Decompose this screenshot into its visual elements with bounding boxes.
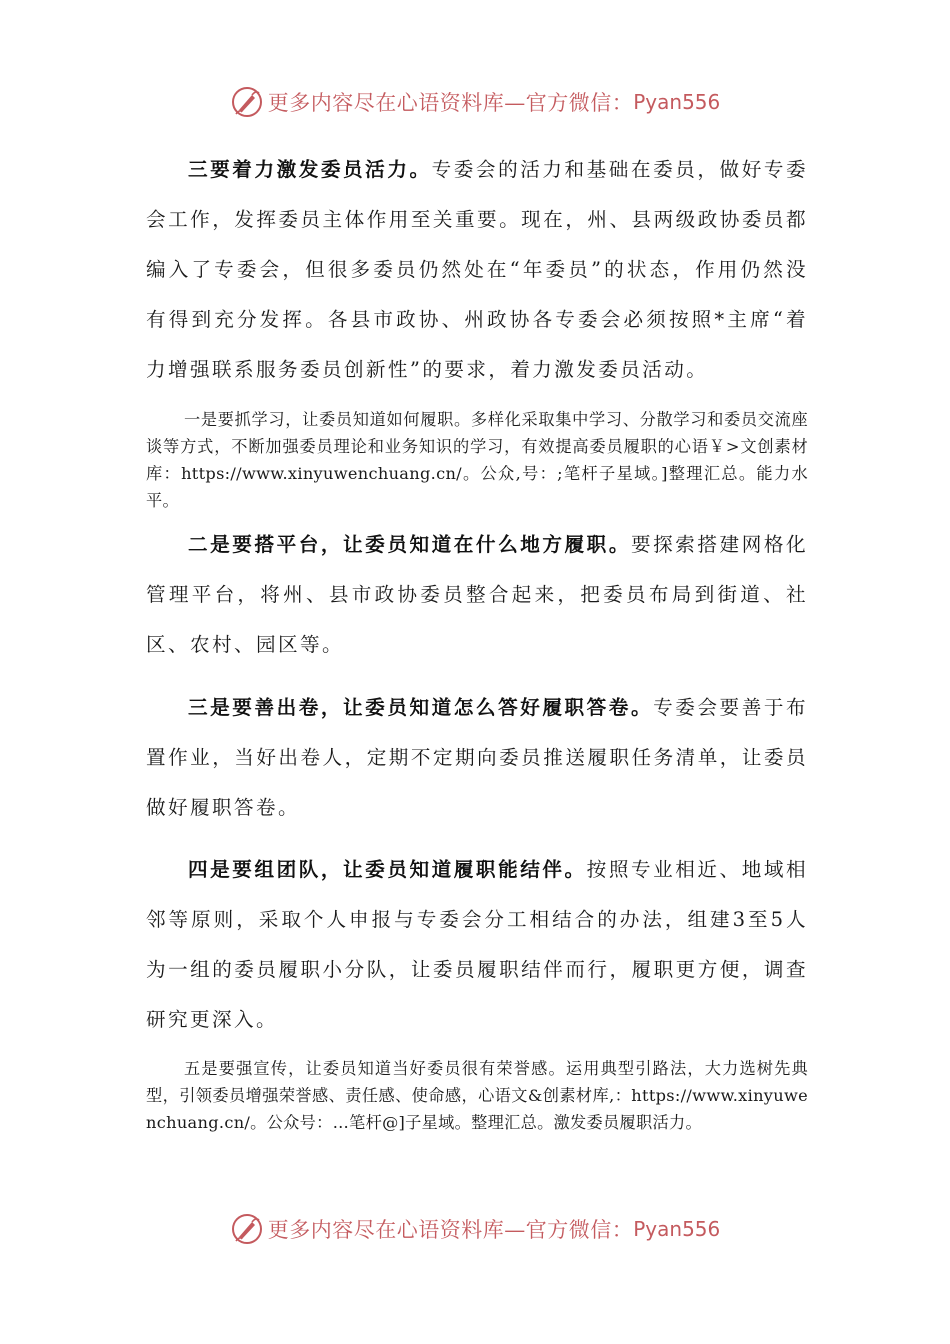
banner-wechat-id: Pyan556 (633, 1217, 721, 1241)
paragraph-1 (146, 145, 808, 395)
paragraph-2 (146, 406, 808, 514)
banner-wechat-id: Pyan556 (633, 90, 721, 114)
paragraph-4-lead: 三是要善出卷，让委员知道怎么答好履职答卷。 (188, 696, 654, 719)
paragraph-3 (146, 520, 808, 670)
footer-banner (0, 1209, 950, 1249)
paragraph-3-lead: 二是要搭平台，让委员知道在什么地方履职。 (188, 533, 631, 556)
paragraph-5-body: 按照专业相近、地域相邻等原则，采取个人申报与专委会分工相结合的办法，组建3至5人为一组的委员履职小分队，让委员履职结伴而行，履职更方便，调查研究更深入。 (146, 858, 808, 1031)
banner-text: 更多内容尽在心语资料库—官方微信： (267, 91, 634, 115)
paragraph-6-body: 五是要强宣传，让委员知道当好委员很有荣誉感。运用典型引路法，大力选树先典型，引领委员增强荣誉感、责任感、使命感，心语文&创素材库,：https://www.xinyuwenchuang.cn/。公众号：…笔杆@]子星域。整理汇总。激发委员履职活力。 (146, 1059, 808, 1132)
paragraph-5 (146, 845, 808, 1045)
paragraph-3-body: 要探索搭建网格化管理平台，将州、县市政协委员整合起来，把委员布局到街道、社区、农村、园区等。 (146, 533, 809, 656)
paragraph-4 (146, 683, 808, 833)
paragraph-4-body: 专委会要善于布置作业，当好出卷人，定期不定期向委员推送履职任务清单，让委员做好履职答卷。 (146, 696, 808, 819)
paragraph-2-body: 一是要抓学习，让委员知道如何履职。多样化采取集中学习、分散学习和委员交流座谈等方式，不断加强委员理论和业务知识的学习，有效提高委员履职的心语￥>文创素材库：https://www.xinyuwenchuang.cn/。公众,号：;笔杆子星域。]整理汇总。能力水平。 (146, 410, 808, 510)
paragraph-6 (146, 1055, 808, 1136)
pen-logo-icon (230, 1212, 264, 1246)
header-banner (0, 82, 950, 122)
paragraph-5-lead: 四是要组团队，让委员知道履职能结伴。 (188, 858, 587, 881)
paragraph-1-body: 专委会的活力和基础在委员，做好专委会工作，发挥委员主体作用至关重要。现在，州、县两级政协委员都编入了专委会，但很多委员仍然处在“年委员”的状态，作用仍然没有得到充分发挥。各县市政协、州政协各专委会必须按照*主席“着力增强联系服务委员创新性”的要求，着力激发委员活动。 (146, 158, 808, 381)
paragraph-1-lead: 三要着力激发委员活力。 (188, 158, 432, 181)
banner-text: 更多内容尽在心语资料库—官方微信： (267, 1218, 634, 1242)
pen-logo-icon (230, 85, 264, 119)
